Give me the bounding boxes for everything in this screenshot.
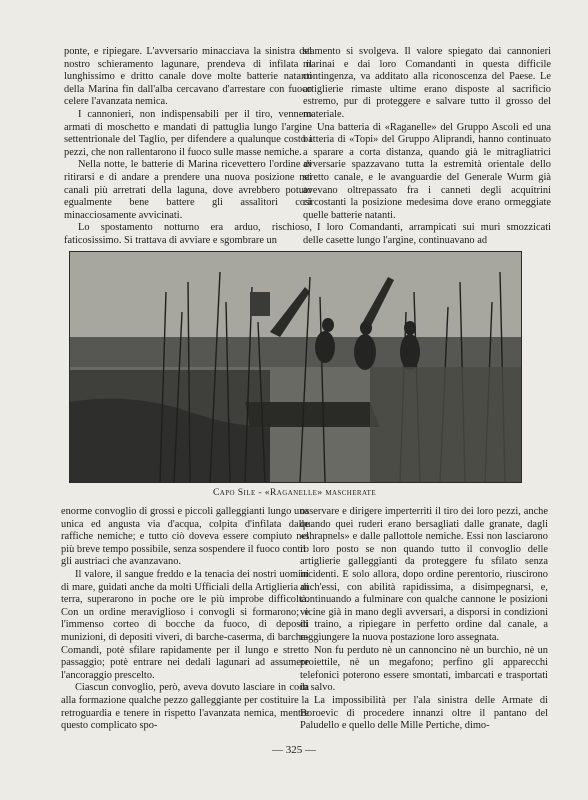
text-column-bottom-right	[300, 506, 548, 733]
paragraph: Nella notte, le batterie di Marina ricevettero l'ordine di ritirarsi e di andare a prendere una nuova posizione nei canali più arretrati della laguna, dove avrebbero potuto egualmente bene battere gli assalitori così minacciosamente avvicinati.	[64, 159, 312, 221]
paragraph: Una batteria di «Raganelle» del Gruppo Ascoli ed una batteria di «Topi» del Gruppo Aliprandi, hanno continuato a sparare a corta distanza, quando già le mitragliatrici avversarie spazzavano tutta la estremità orientale dello stretto canale, e le avanguardie del Generale Wurm già avevano oltrepassato fra i canneti degli acquitrini circostanti la posizione medesima dove erano ormeggiate quelle batterie natanti.	[303, 121, 551, 221]
photo-caption: Capo Sile - «Raganelle» mascherate	[213, 487, 376, 498]
text-column-top-right	[303, 46, 551, 248]
text-column-top-left	[64, 46, 312, 248]
paragraph: I cannonieri, non indispensabili per il tiro, vennero armati di moschetto e mandati di pattuglia lungo l'argine settentrionale del Taglio, per difendere a qualunque costo i pezzi, che non rallentarono il fuoco sulle masse nemiche.	[64, 108, 312, 158]
photograph	[69, 251, 522, 483]
paragraph: Ciascun convoglio, però, aveva dovuto lasciare in coda alla formazione qualche pezzo galleggiante per costituire la retroguardia e tenere in rispetto l'avanzata nemica, mentre questo complicato spo-	[61, 682, 309, 732]
paragraph: ponte, e ripiegare. L'avversario minacciava la sinistra del nostro schieramento lagunare, prendeva di infilata il lunghissimo e dritto canale dove molte batterie natanti della Marina fin dall'alba cercavano d'arrestare con fuoco celere l'avanzata nemica.	[64, 46, 312, 108]
paragraph: La impossibilità per l'ala sinistra delle Armate di Boroevic di procedere innanzi oltre il pantano del Paludello e quello delle Mille Pertiche, dimo-	[300, 694, 548, 732]
page-number: — 325 —	[272, 744, 316, 756]
paragraph: osservare e dirigere imperterriti il tiro dei loro pezzi, anche quando quei ruderi erano bersagliati dalle granate, dagli «shrapnels» e dalle pallottole nemiche. Essi non lasciarono il loro posto se non quando tutto il convoglio delle artiglierie galleggianti da proteggere fu sfilato senza incidenti. E solo allora, dopo ordine perentorio, riuscirono anch'essi, con abilità rapidissima, a disimpegnarsi, e, continuando a fulminare con qualche cannone le posizioni vicine già in mano degli avversari, a disporsi in condizioni di traino, a ripiegare in perfetto ordine dal canale, a raggiungere la nuova postazione loro assegnata.	[300, 506, 548, 643]
paragraph: Non fu perduto nè un cannoncino nè un burchio, nè un proiettile, nè un megafono; perfino gli apparecchi telefonici poterono essere smontati, imbarcati e trasportati in salvo.	[300, 644, 548, 694]
paragraph: I loro Comandanti, arrampicati sui muri smozzicati delle casette lungo l'argine, continuavano ad	[303, 222, 551, 246]
text-column-bottom-left	[61, 506, 309, 733]
paragraph: enorme convoglio di grossi e piccoli galleggianti lungo una unica ed angusta via d'acqua, colpita d'infilata dalle raffiche nemiche; e tutto ciò doveva essere compiuto nel più breve tempo possibile, senza sospendere il fuoco contro gli austriaci che avanzavano.	[61, 506, 309, 568]
paragraph: Lo spostamento notturno era arduo, rischioso, faticosissimo. Si trattava di avviare e sgombrare un	[64, 222, 312, 246]
paragraph: Il valore, il sangue freddo e la tenacia dei nostri uomini di mare, guidati anche da molti Ufficiali della Artiglieria di terra, superarono in poche ore le più improbe difficoltà. Con un ordine meraviglioso i convogli si formarono; e l'immenso corteo di bocche da fuoco, di depositi munizioni, di depositi viveri, di barche-caserma, di barche-Comandi, potè sfilare rapidamente per il lungo e stretto passaggio; potè entrare nei dedali lagunari ad assumere l'ancoraggio prescelto.	[61, 568, 309, 681]
paragraph: stamento si svolgeva. Il valore spiegato dai cannonieri marinai e dai loro Comandanti in questa difficile contingenza, va additato alla riconoscenza del Paese. Le artiglierie rimaste ultime erano disposte al sacrificio estremo, pur di proteggere e salvare tutto il grosso del materiale.	[303, 46, 551, 120]
